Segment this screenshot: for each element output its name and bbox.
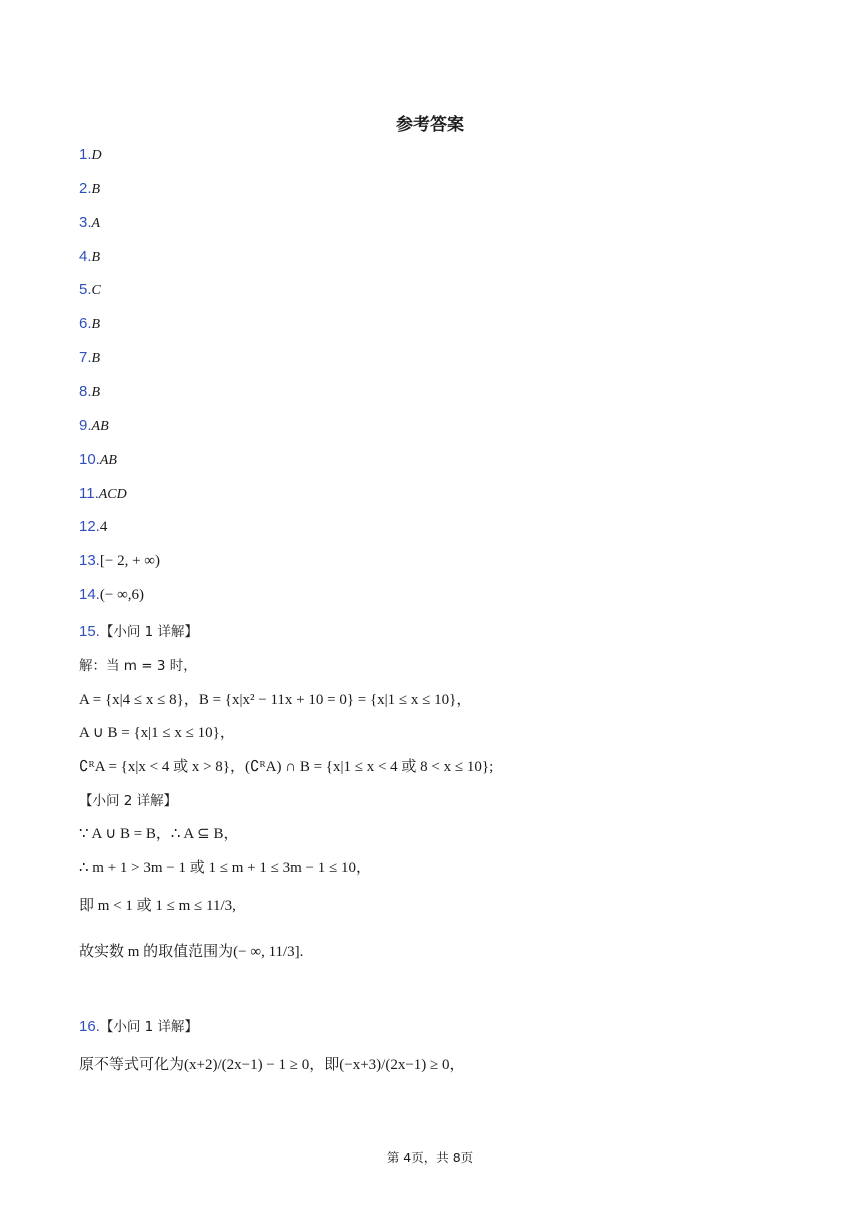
q15-number: 15. xyxy=(79,623,100,640)
answer-number: 3. xyxy=(79,214,92,231)
answer-number: 2. xyxy=(79,180,92,197)
answer-item xyxy=(79,417,109,435)
q16-number: 16. xyxy=(79,1018,100,1035)
answer-item xyxy=(79,485,127,503)
answer-value: B xyxy=(91,351,101,366)
answer-number: 12. xyxy=(79,518,100,535)
q16-subhead-1: 【小问 1 详解】 xyxy=(99,1019,199,1035)
q15-subhead-1: 【小问 1 详解】 xyxy=(99,624,199,640)
answer-value: B xyxy=(91,317,101,332)
q15-line-7: 即 m < 1 或 1 ≤ m ≤ 11/3, xyxy=(79,898,236,914)
q15-line-8: 故实数 m 的取值范围为(− ∞, 11/3]. xyxy=(79,944,304,960)
answer-number: 6. xyxy=(79,315,92,332)
answer-number: 11. xyxy=(79,485,99,502)
q15-line-5: ∵ A ∪ B = B，∴ A ⊆ B， xyxy=(79,826,239,842)
answer-item xyxy=(79,383,100,401)
answer-number: 7. xyxy=(79,349,92,366)
q16-line-1: 原不等式可化为(x+2)/(2x−1) − 1 ≥ 0，即(−x+3)/(2x−1) ≥ 0， xyxy=(79,1057,465,1073)
answer-item xyxy=(79,518,107,536)
answer-item xyxy=(79,349,100,367)
q15-subhead-2: 【小问 2 详解】 xyxy=(79,793,178,809)
answer-item xyxy=(79,586,144,604)
answer-value: [− 2, + ∞) xyxy=(99,553,160,569)
answer-value: D xyxy=(91,148,102,163)
answer-value: A xyxy=(91,216,101,231)
q16-heading xyxy=(79,1015,198,1035)
answer-value: (− ∞,6) xyxy=(99,587,145,603)
answer-value: B xyxy=(91,182,101,197)
q15-line-1: 解：当 m = 3 时， xyxy=(79,658,197,674)
page-title: 参考答案 xyxy=(396,115,464,135)
answer-value: AB xyxy=(99,453,117,468)
q15-line-4: ∁ᴿA = {x|x < 4 或 x > 8}，(∁ᴿA) ∩ B = {x|1 ≤ x < 4 或 8 < x ≤ 10}; xyxy=(79,759,494,775)
answer-item xyxy=(79,552,160,570)
answer-item xyxy=(79,180,100,198)
answer-value: ACD xyxy=(98,487,127,502)
answer-item xyxy=(79,315,100,333)
q15-line-2: A = {x|4 ≤ x ≤ 8}，B = {x|x² − 11x + 10 = 0} = {x|1 ≤ x ≤ 10}， xyxy=(79,692,472,708)
q15-heading xyxy=(79,620,198,640)
answer-number: 5. xyxy=(79,281,92,298)
answer-item xyxy=(79,146,102,164)
answer-value: B xyxy=(91,250,101,265)
answer-item xyxy=(79,214,100,232)
answer-number: 10. xyxy=(79,451,100,468)
answer-number: 8. xyxy=(79,383,92,400)
answer-number: 13. xyxy=(79,552,100,569)
q15-line-6: ∴ m + 1 > 3m − 1 或 1 ≤ m + 1 ≤ 3m − 1 ≤ 10， xyxy=(79,860,371,876)
answer-number: 4. xyxy=(79,248,92,265)
answer-item xyxy=(79,248,100,266)
answer-number: 14. xyxy=(79,586,100,603)
answer-value: C xyxy=(91,283,101,298)
answer-item xyxy=(79,451,117,469)
answer-value: 4 xyxy=(99,519,108,535)
answer-value: B xyxy=(91,385,101,400)
answer-number: 9. xyxy=(79,417,92,434)
answer-number: 1. xyxy=(79,146,92,163)
page-footer: 第 4页，共 8页 xyxy=(386,1150,474,1165)
answer-value: AB xyxy=(91,419,109,434)
q15-line-3: A ∪ B = {x|1 ≤ x ≤ 10}， xyxy=(79,725,235,741)
answer-item xyxy=(79,281,101,299)
